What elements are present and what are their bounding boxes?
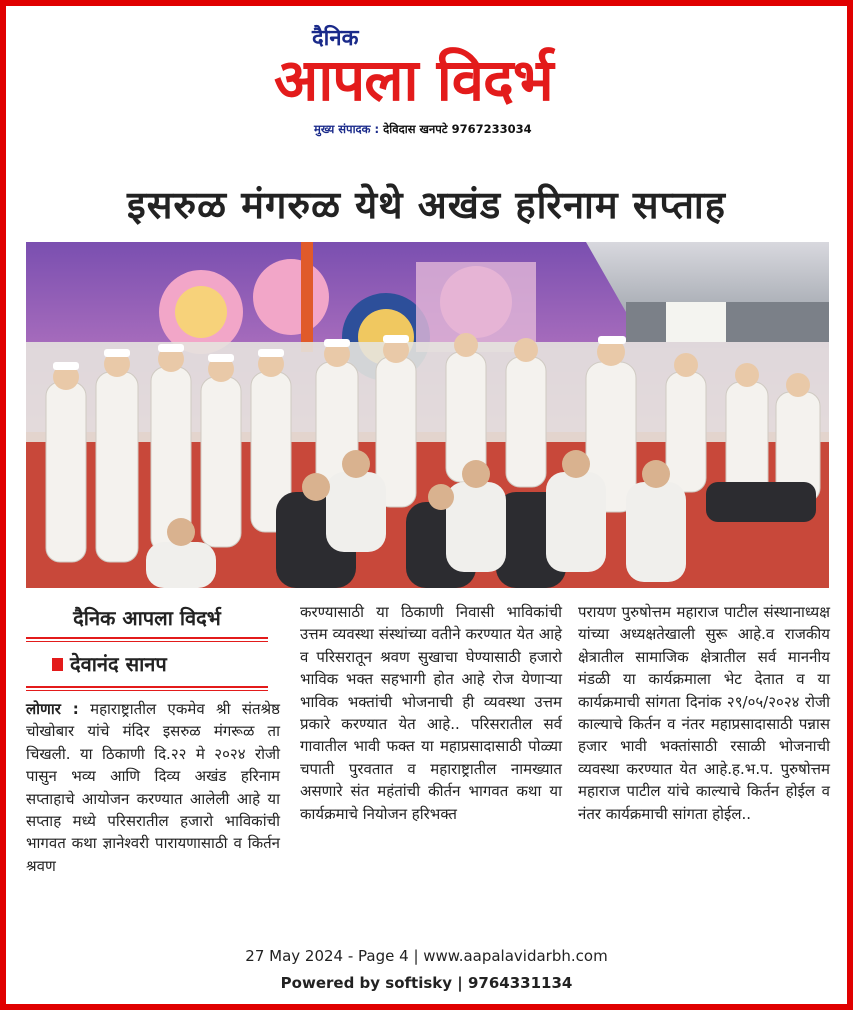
author-name: देवानंद सानप <box>70 652 167 676</box>
editor-name: देविदास खनपटे 9767233034 <box>383 122 532 136</box>
article-headline: इसरुळ मंगरुळ येथे अखंड हरिनाम सप्ताह <box>127 183 726 227</box>
author-line <box>26 650 268 680</box>
article-column-2: करण्यासाठी या ठिकाणी निवासी भाविकांची उत्तम व्यवस्था संस्थांच्या वतीने करण्यात येत आहे व परिसरातून श्रवण सुखाचा घेण्यासाठी हजारो भाविक भक्त सहभागी होत आहे रोज येणाऱ्या भाविक भक्तांची भोजनाची ही व्यवस्था उत्तम प्रकारे करण्यात येत आहे.. परिसरातील सर्व गावातील भावी फक्त या महाप्रसादासाठी पोळ्या चपाती पुरवतात व महाराष्ट्रातील नामख्यात असणारे संत महंतांची कीर्तन भागवत कथा या कार्यक्रमाचे नियोजन हरिभक्त <box>300 603 562 823</box>
byline-rule-top-thin <box>26 641 268 642</box>
masthead-brand: आपला विदर्भ <box>274 46 553 114</box>
byline-rule-bottom <box>26 686 268 688</box>
article-photo <box>26 242 829 588</box>
article-column-1 <box>26 698 280 877</box>
publication-name: दैनिक आपला विदर्भ <box>73 606 221 630</box>
article-col1-text: महाराष्ट्रातील एकमेव श्री संतश्रेष्ठ चोखोबार यांचे मंदिर इसरुळ मंगरूळ ता चिखली. या ठिकाणी दि.२२ मे २०२४ रोजी पासुन भव्य आणि दिव्य अखंड हरिनाम सप्ताहाचे आयोजन करण्यात आलेली आहे या सप्ताह मध्ये परिसरातील हजारो भाविकांची भागवत कथा ज्ञानेश्वरी पारायणासाठी व किर्तन श्रवण <box>26 700 280 875</box>
article-dateline: लोणार : <box>26 700 79 718</box>
article-column-3: परायण पुरुषोत्तम महाराज पाटील संस्थानाध्यक्ष यांच्या अध्यक्षतेखाली सुरू आहे.व राजकीय क्षेत्रातील सामाजिक क्षेत्रातील सर्व माननीय मंडळी या कार्यक्रमाला भेट देतात व या कार्यक्रमाची सांगता दिनांक २९/०५/२०२४ रोजी काल्याचे किर्तन व नंतर महाप्रसादासाठी पन्नास हजार भावी भक्तांसाठी रसाळी भोजनाची व्यवस्था करण्यात येत आहे.ह.भ.प. पुरुषोत्तम महाराज पाटील यांचे काल्याचे किर्तन होईल व नंतर कार्यक्रमाची सांगता होईल.. <box>578 603 830 823</box>
photo-illustration <box>26 242 829 588</box>
byline-rule-top <box>26 637 268 639</box>
author-bullet-icon <box>52 658 63 671</box>
footer-date-page: 27 May 2024 - Page 4 | www.aapalavidarbh.com <box>245 947 608 965</box>
masthead-daily: दैनिक <box>312 26 359 51</box>
editor-role: मुख्य संपादक : <box>314 122 380 136</box>
masthead-editor <box>314 122 532 137</box>
byline-rule-bottom-thin <box>26 690 268 691</box>
footer-powered-by: Powered by softisky | 9764331134 <box>280 974 573 992</box>
byline-box <box>26 604 268 699</box>
